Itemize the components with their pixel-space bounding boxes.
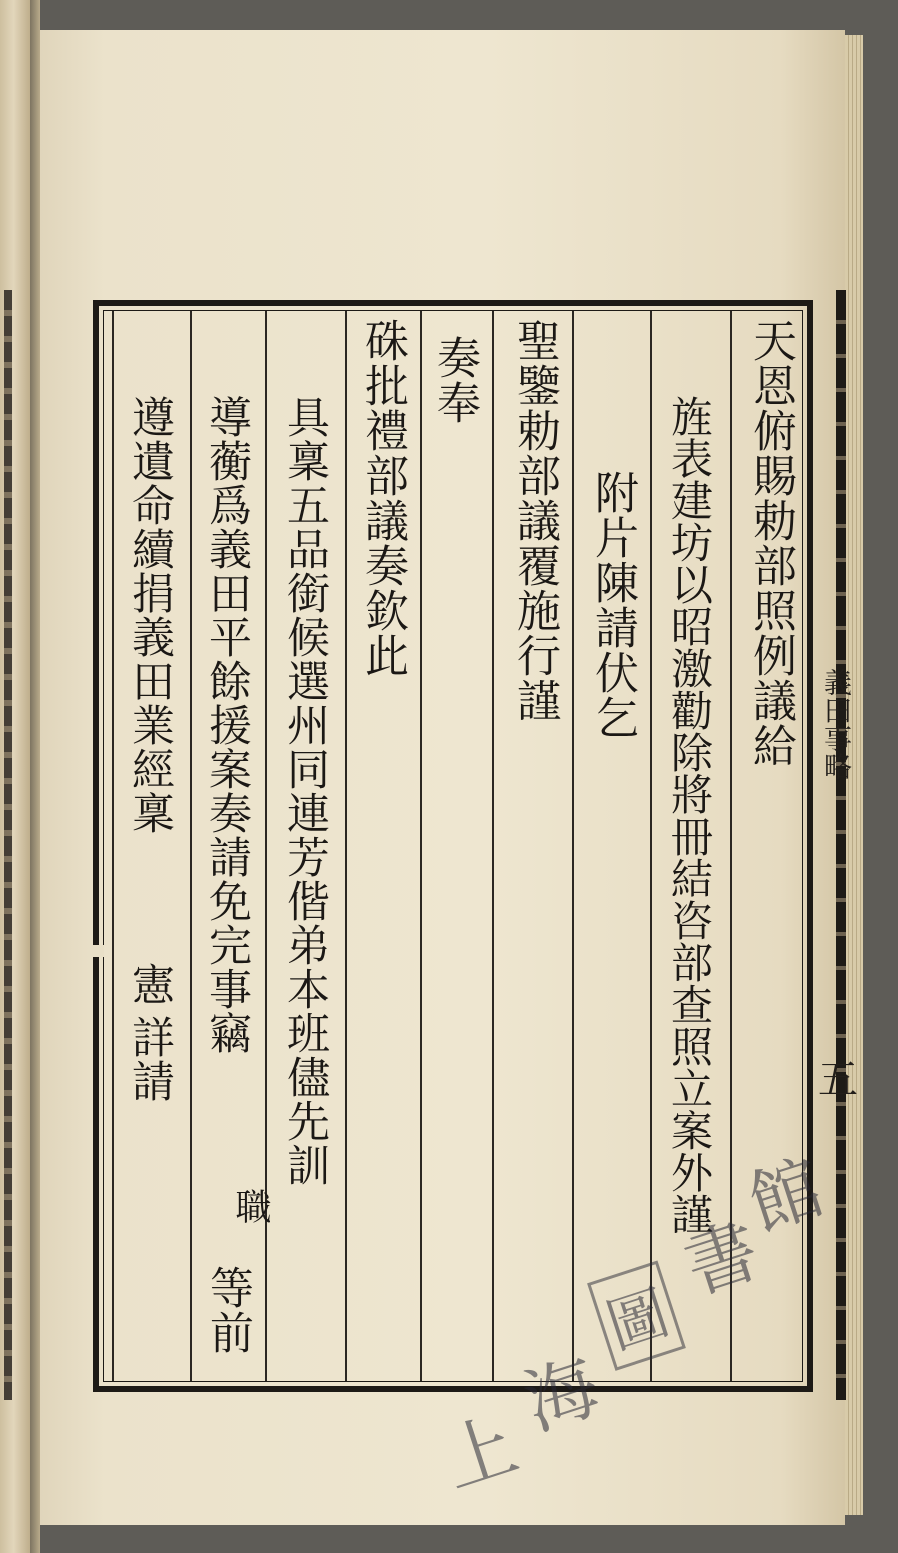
text-column-5: 奏奉 (429, 335, 480, 425)
column-divider (345, 311, 347, 1381)
text-column-9-end: 詳請 (125, 1015, 175, 1103)
left-page-edge (0, 0, 30, 1553)
text-column-8-end: 等前 (202, 1265, 253, 1355)
left-page-frame-edge (4, 290, 12, 1400)
stamp-char: 上 (432, 1401, 528, 1504)
stamp-char: 館 (738, 1144, 833, 1247)
text-column-7: 具稟五品銜候選州同連芳偕弟本班儘先訓 (280, 395, 330, 1187)
book-gutter (30, 0, 40, 1553)
text-column-1: 天恩俯賜勅部照例議給 (745, 318, 796, 768)
text-column-9: 遵遺命續捐義田業經稟 (125, 395, 175, 835)
stamp-char: 海 (514, 1343, 609, 1446)
frame-break (88, 945, 104, 957)
column-divider (190, 311, 192, 1381)
text-column-4: 聖鑒勅部議覆施行謹 (509, 318, 560, 723)
text-column-2: 旌表建坊以昭激勸除將冊結咨部查照立案外謹 (665, 395, 714, 1235)
fold-margin-title: 義田事略 (820, 668, 853, 780)
stamp-char: 圖 (587, 1261, 686, 1371)
stamp-char: 書 (674, 1207, 770, 1310)
text-column-3: 附片陳請伏乞 (587, 470, 638, 740)
fold-margin-border (836, 290, 846, 1400)
text-column-8: 導蘅爲義田平餘援案奏請免完事竊 (202, 395, 252, 1055)
column-divider (492, 311, 494, 1381)
page-number: 五 (818, 1057, 858, 1103)
column-divider (112, 311, 114, 1381)
text-column-8-small: 職 (230, 1188, 271, 1225)
text-column-9-mid: 憲 (125, 962, 175, 1006)
column-divider (420, 311, 422, 1381)
text-column-6: 硃批禮部議奏欽此 (357, 318, 408, 678)
